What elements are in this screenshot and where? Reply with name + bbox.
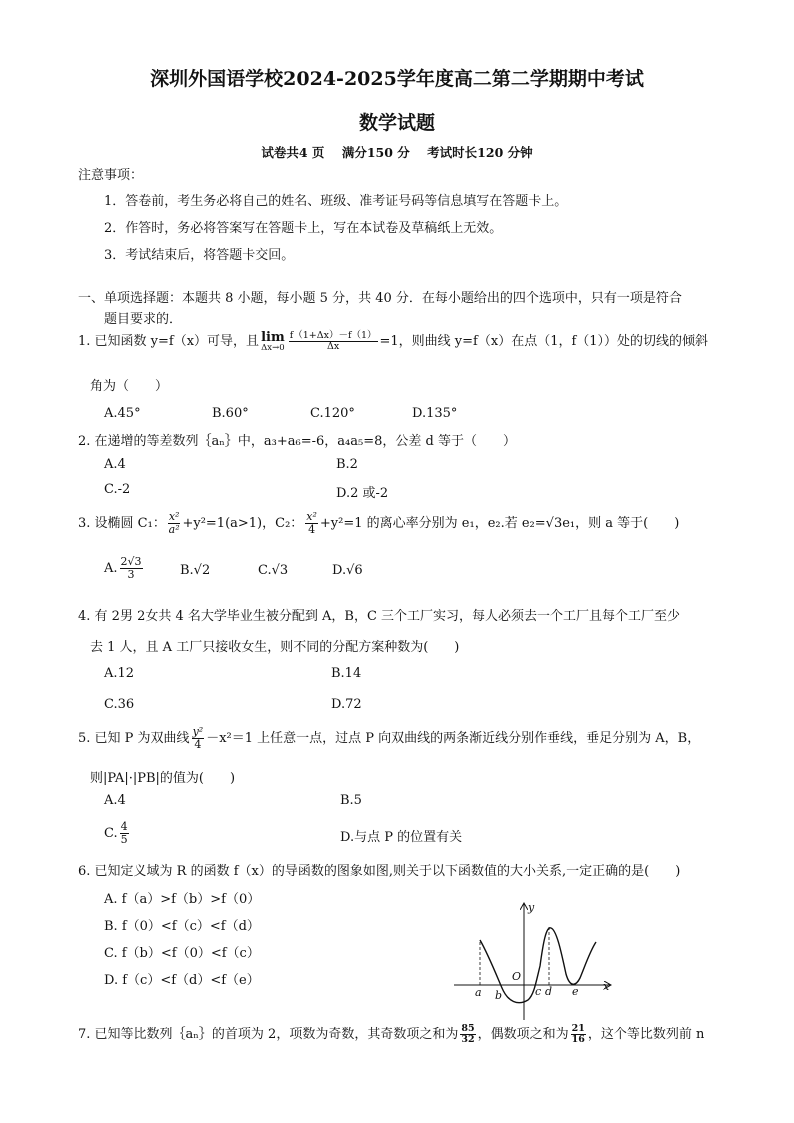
q3-part2: +y²=1(a>1)，C₂： <box>182 516 304 531</box>
q1-cont: 角为（ ） <box>90 379 169 394</box>
q7-f1-num: 85 <box>461 1023 475 1035</box>
q5-option-a: A.4 <box>104 793 126 808</box>
q7-f2-den: 16 <box>571 1034 585 1045</box>
q1-lim-sub: Δx→0 <box>261 342 285 353</box>
section1-line2: 题目要求的． <box>104 312 183 327</box>
question-4-line1: 4. 有 2男 2女共 4 名大学毕业生被分配到 A，B，C 三个工厂实习，每人必须去一个工厂且每个工厂至少 <box>78 609 681 624</box>
notice-item-2: 2．作答时，务必将答案写在答题卡上，写在本试卷及草稿纸上无效。 <box>104 221 503 236</box>
exam-info: 试卷共4 页 满分150 分 考试时长120 分钟 <box>261 145 533 160</box>
q6-option-d: D. f（c）<f（d）<f（e） <box>104 973 260 988</box>
question-2: 2. 在递增的等差数列｛aₙ｝中，a₃+a₆=-6，a₄a₅=8，公差 d 等于（ ） <box>78 434 516 449</box>
question-3 <box>78 504 679 544</box>
q3-option-c: C.√3 <box>258 563 289 578</box>
graph-label-y: y <box>528 901 535 914</box>
q4-option-b: B.14 <box>331 666 362 681</box>
q4-option-c: C.36 <box>104 697 135 712</box>
subject-title: 数学试题 <box>358 112 435 134</box>
q3-f1-num: x² <box>168 510 180 524</box>
graph-label-e: e <box>572 985 579 998</box>
q5-option-c <box>104 816 131 852</box>
q5-option-c-label: C. <box>104 826 118 841</box>
question-1 <box>78 329 708 355</box>
q3-f1-den: a² <box>168 523 180 536</box>
q7-part3: ，这个等比数列前 n <box>587 1027 705 1042</box>
q3-opt-a-den: 3 <box>127 568 135 581</box>
q3-f2-den: 4 <box>308 523 316 536</box>
q2-option-c: C.-2 <box>104 482 131 497</box>
q3-option-a-fraction <box>120 556 143 580</box>
q3-part1: 3. 设椭圆 C₁： <box>78 516 166 531</box>
q1-option-d: D.135° <box>412 406 458 421</box>
q1-post: =1，则曲线 y=f（x）在点（1，f（1））处的切线的倾斜 <box>379 334 709 349</box>
q3-f2-num: x² <box>306 510 317 524</box>
q6-option-b: B. f（0）<f（c）<f（d） <box>104 919 260 934</box>
q3-fraction-1 <box>168 511 181 535</box>
q5-part1: 5. 已知 P 为双曲线 <box>78 731 190 746</box>
q2-option-d: D.2 或-2 <box>336 486 389 501</box>
q1-limit <box>261 331 285 353</box>
q3-part3: +y²=1 的离心率分别为 e₁，e₂.若 e₂=√3e₁，则 a 等于( ) <box>319 516 680 531</box>
notice-item-1: 1．答卷前，考生务必将自己的姓名、班级、准考证号码等信息填写在答题卡上。 <box>104 194 568 209</box>
q6-option-c: C. f（b）<f（0）<f（c） <box>104 946 260 961</box>
q4-option-a: A.12 <box>104 666 135 681</box>
q7-fraction-2 <box>571 1024 586 1045</box>
q1-fraction <box>289 331 378 352</box>
question-6: 6. 已知定义域为 R 的函数 f（x）的导函数的图象如图,则关于以下函数值的大小关系,一定正确的是( ) <box>78 864 681 879</box>
notice-item-3: 3．考试结束后，将答题卡交回。 <box>104 248 295 263</box>
q6-option-a: A. f（a）>f（b）>f（0） <box>104 892 261 907</box>
question-5 <box>78 719 700 759</box>
question-4-line2: 去 1 人，且 A 工厂只接收女生，则不同的分配方案种数为( ) <box>90 640 460 655</box>
question-7 <box>78 1018 704 1052</box>
q1-num: f（1+Δx）－f（1） <box>289 330 377 342</box>
exam-title: 深圳外国语学校2024-2025学年度高二第二学期期中考试 <box>150 68 644 90</box>
notice-heading: 注意事项： <box>78 168 144 183</box>
q7-part2: ，偶数项之和为 <box>477 1027 569 1042</box>
q3-option-b: B.√2 <box>180 563 211 578</box>
graph-label-d: d <box>545 985 553 998</box>
q2-option-b: B.2 <box>336 457 358 472</box>
q1-option-c: C.120° <box>310 406 355 421</box>
q5-f-den: 4 <box>194 738 202 751</box>
q3-option-d: D.√6 <box>332 563 363 578</box>
q7-f2-num: 21 <box>571 1023 585 1035</box>
q2-option-a: A.4 <box>104 457 126 472</box>
q5-fraction <box>192 726 205 750</box>
q4-option-d: D.72 <box>331 697 362 712</box>
graph-label-o: O <box>512 970 522 983</box>
q5-opt-c-den: 5 <box>120 833 128 846</box>
section1-line1: 一、单项选择题：本题共 8 小题，每小题 5 分，共 40 分．在每小题给出的四个选项中，只有一项是符合 <box>78 291 682 306</box>
q3-opt-a-num: 2√3 <box>120 555 142 569</box>
q5-option-c-fraction <box>120 821 129 845</box>
q1-den: Δx <box>327 341 340 352</box>
graph-label-a: a <box>475 986 482 999</box>
q7-f1-den: 32 <box>461 1034 475 1045</box>
graph-label-c: c <box>535 985 542 998</box>
graph-label-x: x <box>603 980 610 993</box>
q7-fraction-1 <box>460 1024 475 1045</box>
q7-part1: 7. 已知等比数列｛aₙ｝的首项为 2，项数为奇数，其奇数项之和为 <box>78 1027 459 1042</box>
question-5-line2: 则|PA|·|PB|的值为( ) <box>90 771 236 786</box>
q5-option-b: B.5 <box>340 793 362 808</box>
q5-part2: －x²＝1 上任意一点，过点 P 向双曲线的两条渐近线分别作垂线，垂足分别为 A，B， <box>206 731 701 746</box>
q5-option-d: D.与点 P 的位置有关 <box>340 830 463 845</box>
q1-pre: 1. 已知函数 y=f（x）可导，且 <box>78 334 260 349</box>
q1-lim-word: lim <box>261 329 285 345</box>
derivative-graph <box>450 896 620 1024</box>
q5-f-num: y² <box>192 725 204 739</box>
q1-option-a: A.45° <box>104 406 141 421</box>
q5-opt-c-num: 4 <box>120 820 128 834</box>
q3-option-a-label: A. <box>104 561 118 576</box>
q3-fraction-2 <box>305 511 318 535</box>
q1-option-b: B.60° <box>212 406 249 421</box>
q3-option-a <box>104 551 145 587</box>
graph-label-b: b <box>495 989 503 1002</box>
